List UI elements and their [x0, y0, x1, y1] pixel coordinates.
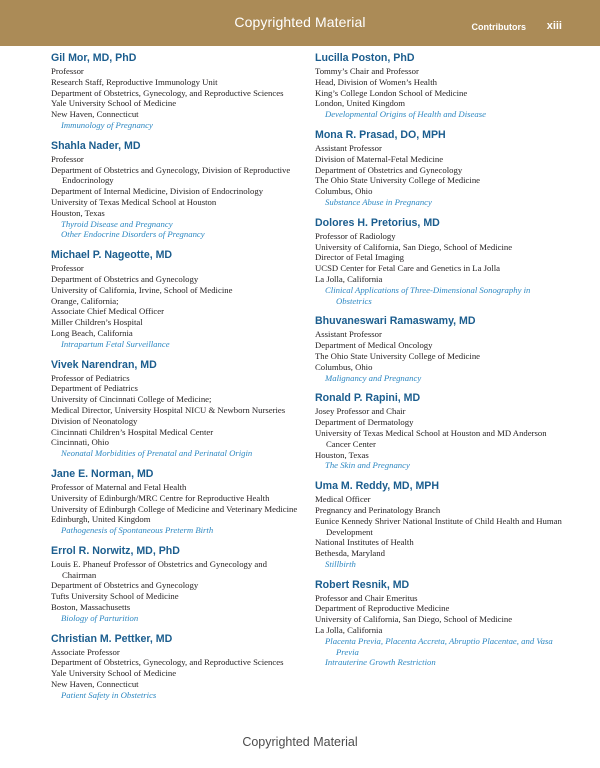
contributor-name: Errol R. Norwitz, MD, PhD [51, 544, 180, 557]
affiliation-line: University of Edinburgh/MRC Centre for Reproductive Health [51, 492, 270, 503]
contributor-entry [315, 217, 567, 307]
affiliation-line: Department of Internal Medicine, Division of Endocrinology [51, 186, 264, 197]
affiliation-line: Assistant Professor [315, 329, 382, 340]
contributor-entry [51, 249, 303, 349]
chapter-title: Neonatal Morbidities of Prenatal and Perinatal Origin [61, 448, 253, 459]
contributor-entry [51, 468, 303, 536]
contributor-name: Mona R. Prasad, DO, MPH [315, 128, 446, 141]
affiliation-line: Professor and Chair Emeritus [315, 592, 418, 603]
affiliation-line: Professor [51, 66, 84, 76]
affiliation-line: Bethesda, Maryland [315, 548, 385, 559]
affiliation-line: Department of Obstetrics and Gynecology [51, 273, 199, 284]
affiliation-line: University of Texas Medical School at Houston [51, 196, 217, 207]
affiliation-line: Department of Reproductive Medicine [315, 603, 450, 614]
affiliation-line: New Haven, Connecticut [51, 109, 139, 120]
contributor-name: Michael P. Nageotte, MD [51, 249, 173, 262]
affiliation-line: Houston, Texas [315, 449, 369, 460]
affiliation-line: Department of Dermatology [315, 417, 414, 428]
affiliation-line: Pregnancy and Perinatology Branch [315, 504, 441, 515]
affiliation-line: University of California, Irvine, School of Medicine [51, 284, 233, 295]
affiliation-line: UCSD Center for Fetal Care and Genetics in La Jolla [315, 263, 501, 274]
affiliation-line: The Ohio State University College of Medicine [315, 175, 481, 186]
affiliation-line: University of Cincinnati College of Medicine; [51, 394, 212, 405]
affiliation-line: The Ohio State University College of Medicine [315, 350, 481, 361]
affiliation-line: Professor of Radiology [315, 230, 396, 241]
affiliation-line: University of Texas Medical School at Houston and MD Anderson Cancer Center [315, 427, 547, 449]
contributors-column-left [51, 52, 303, 710]
chapter-title: Pathogenesis of Spontaneous Preterm Birth [61, 525, 214, 536]
affiliation-line: Director of Fetal Imaging [315, 252, 405, 263]
contributor-name: Ronald P. Rapini, MD [315, 392, 421, 405]
chapter-title: The Skin and Pregnancy [325, 460, 410, 471]
chapter-title: Malignancy and Pregnancy [325, 372, 422, 383]
contributor-name: Bhuvaneswari Ramaswamy, MD [315, 315, 476, 328]
affiliation-line: Associate Chief Medical Officer [51, 306, 164, 317]
affiliation-line: Houston, Texas [51, 207, 105, 218]
chapter-title: Developmental Origins of Health and Disease [325, 109, 486, 120]
contributor-name: Uma M. Reddy, MD, MPH [315, 480, 439, 493]
affiliation-line: Orange, California; [51, 295, 119, 306]
affiliation-line: Assistant Professor [315, 142, 382, 153]
contributor-name: Gil Mor, MD, PhD [51, 52, 137, 64]
contributors-column-right [315, 52, 567, 677]
chapter-title: Other Endocrine Disorders of Pregnancy [61, 229, 205, 240]
chapter-title: Thyroid Disease and Pregnancy [61, 218, 173, 229]
copyright-watermark-top: Copyrighted Material [234, 14, 366, 30]
affiliation-line: Medical Officer [315, 494, 371, 505]
affiliation-line: King’s College London School of Medicine [315, 87, 468, 98]
affiliation-line: Boston, Massachusetts [51, 602, 131, 613]
contributor-entry [51, 140, 303, 240]
affiliation-line: Tommy’s Chair and Professor [315, 66, 419, 76]
affiliation-line: University of Edinburgh College of Medicine and Veterinary Medicine [51, 503, 298, 514]
contributor-name: Lucilla Poston, PhD [315, 52, 415, 64]
running-head-section: Contributors [471, 22, 526, 32]
chapter-title: Patient Safety in Obstetrics [61, 689, 157, 700]
chapter-title: Substance Abuse in Pregnancy [325, 196, 432, 207]
chapter-title: Biology of Parturition [61, 612, 139, 623]
affiliation-line: Yale University School of Medicine [51, 98, 177, 109]
affiliation-line: Department of Obstetrics, Gynecology, and Reproductive Sciences [51, 657, 284, 668]
affiliation-line: Division of Maternal-Fetal Medicine [315, 153, 444, 164]
affiliation-line: Yale University School of Medicine [51, 668, 177, 679]
contributor-entry [315, 480, 567, 570]
contributor-entry [315, 52, 567, 120]
affiliation-line: La Jolla, California [315, 625, 383, 636]
contributor-entry [315, 129, 567, 208]
affiliation-line: Professor [51, 263, 84, 274]
contributor-entry [315, 579, 567, 669]
chapter-title: Intrauterine Growth Restriction [325, 657, 436, 668]
affiliation-line: University of California, San Diego, School of Medicine [315, 241, 513, 252]
header-band [0, 0, 600, 46]
affiliation-line: Department of Obstetrics and Gynecology [315, 164, 463, 175]
affiliation-line: Louis E. Phaneuf Professor of Obstetrics and Gynecology and Chairman [51, 558, 267, 580]
affiliation-line: University of California, San Diego, School of Medicine [315, 614, 513, 625]
affiliation-line: Department of Obstetrics and Gynecology [51, 580, 199, 591]
affiliation-line: Department of Obstetrics and Gynecology, Division of Reproductive Endocrinology [51, 164, 291, 186]
chapter-title: Placenta Previa, Placenta Accreta, Abruptio Placentae, and Vasa Previa [325, 635, 553, 657]
affiliation-line: Professor of Pediatrics [51, 372, 130, 383]
affiliation-line: Division of Neonatology [51, 415, 138, 426]
contributor-entry [51, 545, 303, 624]
affiliation-line: Eunice Kennedy Shriver National Institute of Child Health and Human Development [315, 515, 562, 537]
affiliation-line: Cincinnati Children’s Hospital Medical Center [51, 426, 214, 437]
affiliation-line: London, United Kingdom [315, 98, 406, 109]
affiliation-line: Professor [51, 153, 84, 164]
chapter-title: Intrapartum Fetal Surveillance [61, 338, 170, 349]
chapter-title: Stillbirth [325, 558, 356, 569]
contributor-entry [51, 52, 303, 131]
affiliation-line: Department of Medical Oncology [315, 340, 433, 351]
affiliation-line: Medical Director, University Hospital NICU & Newborn Nurseries [51, 404, 286, 415]
page-number: xiii [546, 20, 562, 32]
affiliation-line: Research Staff, Reproductive Immunology Unit [51, 76, 218, 87]
contributor-name: Christian M. Pettker, MD [51, 632, 173, 645]
affiliation-line: Head, Division of Women’s Health [315, 76, 437, 87]
contributor-name: Dolores H. Pretorius, MD [315, 216, 440, 229]
affiliation-line: Miller Children’s Hospital [51, 317, 143, 328]
affiliation-line: Associate Professor [51, 646, 120, 657]
chapter-title: Immunology of Pregnancy [61, 119, 153, 130]
affiliation-line: Columbus, Ohio [315, 361, 373, 372]
chapter-title: Clinical Applications of Three-Dimensional Sonography in Obstetrics [325, 284, 531, 306]
affiliation-line: Department of Obstetrics, Gynecology, and Reproductive Sciences [51, 87, 284, 98]
affiliation-line: La Jolla, California [315, 273, 383, 284]
affiliation-line: Department of Pediatrics [51, 383, 138, 394]
affiliation-line: Tufts University School of Medicine [51, 591, 179, 602]
affiliation-line: Edinburgh, United Kingdom [51, 514, 151, 525]
affiliation-line: Josey Professor and Chair [315, 406, 406, 417]
contributor-name: Shahla Nader, MD [51, 139, 141, 152]
contributor-entry [315, 315, 567, 383]
contributor-entry [315, 392, 567, 471]
copyright-watermark-bottom: Copyrighted Material [242, 735, 358, 749]
affiliation-line: Columbus, Ohio [315, 186, 373, 197]
affiliation-line: National Institutes of Health [315, 537, 414, 548]
affiliation-line: Professor of Maternal and Fetal Health [51, 481, 187, 492]
contributor-name: Vivek Narendran, MD [51, 358, 157, 371]
contributor-name: Robert Resnik, MD [315, 578, 410, 591]
affiliation-line: Long Beach, California [51, 327, 133, 338]
contributor-name: Jane E. Norman, MD [51, 467, 154, 480]
contributor-entry [51, 633, 303, 701]
affiliation-line: Cincinnati, Ohio [51, 437, 109, 448]
affiliation-line: New Haven, Connecticut [51, 679, 139, 690]
contributor-entry [51, 359, 303, 459]
